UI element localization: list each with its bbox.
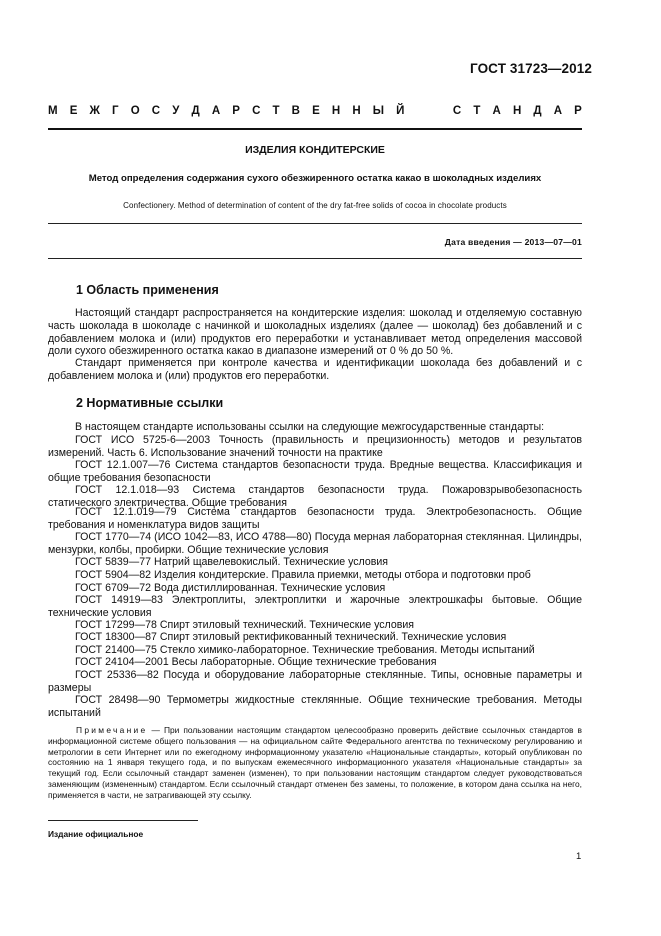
heading-letter: Т — [272, 105, 280, 117]
gost-number: ГОСТ 31723—2012 — [470, 61, 592, 76]
heading-letter: Г — [112, 105, 119, 117]
introduction-date: Дата введения — 2013—07—01 — [444, 237, 582, 247]
reference-item: ГОСТ ИСО 5725-6—2003 Точность (правильность и прецизионность) методов и результатов измерений. Часть 6. Использование значений точности на практике — [48, 434, 582, 459]
page-number: 1 — [576, 851, 582, 862]
note-text: — При пользовании настоящим стандартом целесообразно проверить действие ссылочных стандартов в информационной системе общего пользования — на официальном сайте Федерального агентства по техническому регулированию и метрологии в сети Интернет или по ежегодному информационному указателю «Национальные стандарты», который опубликован по состоянию на 1 января текущего года, и по выпускам ежемесячного информационного указателя «Национальные стандарты» за текущий год. Если ссылочный стандарт заменен (изменен), то при пользовании настоящим стандартом следует руководствоваться заменяющим (измененным) стандартом. Если ссылочный стандарт отменен без замены, то положение, в котором дана ссылка на него, применяется в части, не затрагивающей эту ссылку. — [48, 725, 582, 800]
reference-item: ГОСТ 5904—82 Изделия кондитерские. Правила приемки, методы отбора и подготовки проб — [75, 569, 531, 581]
heading-letter: С — [252, 105, 261, 117]
section-2-intro: В настоящем стандарте использованы ссылки на следующие межгосударственные стандарты: — [75, 421, 545, 433]
heading-letter: Т — [473, 105, 481, 117]
heading-letter: Ы — [372, 105, 385, 117]
reference-item: ГОСТ 18300—87 Спирт этиловый ректификованный технический. Технические условия — [75, 631, 507, 643]
heading-letter: С — [151, 105, 161, 117]
reference-item: ГОСТ 1770—74 (ИСО 1042—83, ИСО 4788—80) Посуда мерная лабораторная стеклянная. Цилиндры, мензурки, колбы, пробирки. Общие технические условия — [48, 531, 582, 556]
reference-item: ГОСТ 12.1.018—93 Система стандартов безопасности труда. Пожаровзрывобезопасность статического электричества. Общие требования — [48, 484, 582, 509]
reference-item: ГОСТ 24104—2001 Весы лабораторные. Общие технические требования — [75, 656, 437, 668]
document-title: ИЗДЕЛИЯ КОНДИТЕРСКИЕ — [245, 144, 385, 156]
section-2-heading: 2 Нормативные ссылки — [76, 396, 224, 410]
reference-item: ГОСТ 17299—78 Спирт этиловый технический. Технические условия — [75, 619, 415, 631]
heading-letter: Е — [69, 105, 78, 117]
date-divider — [48, 258, 582, 259]
reference-item: ГОСТ 28498—90 Термометры жидкостные стеклянные. Общие технические требования. Методы испытаний — [48, 694, 582, 719]
section-1-paragraph: Настоящий стандарт распространяется на кондитерские изделия: шоколад и отделяемую составную часть шоколада в шоколаде с начинкой и шоколадных изделиях (далее — шоколад) без добавлений и с добавлением молока и (или) продуктов его переработки и устанавливает метод определения массовой доли сухого обезжиренного остатка какао в диапазоне измерений от 0 % до 50 %. — [48, 307, 582, 358]
heading-letter: Д — [191, 105, 200, 117]
heading-letter: С — [452, 105, 462, 117]
reference-item: ГОСТ 12.1.019—79 Система стандартов безопасности труда. Электробезопасность. Общие требования и номенклатура видов защиты — [48, 506, 582, 531]
reference-item: ГОСТ 5839—77 Натрий щавелевокислый. Технические условия — [75, 556, 389, 568]
note-label: Примечание — [76, 725, 148, 735]
reference-item: ГОСТ 6709—72 Вода дистиллированная. Технические условия — [75, 582, 386, 594]
heading-letter: А — [553, 105, 563, 117]
section-1-heading: 1 Область применения — [76, 283, 219, 297]
reference-item: ГОСТ 14919—83 Электроплиты, электроплитки и жарочные электрошкафы бытовые. Общие технические условия — [48, 594, 582, 619]
heading-letter: Й — [396, 105, 405, 117]
reference-item: ГОСТ 21400—75 Стекло химико-лабораторное. Технические требования. Методы испытаний — [75, 644, 535, 656]
heading-letter: А — [492, 105, 501, 117]
reference-item: ГОСТ 25336—82 Посуда и оборудование лабораторные стеклянные. Типы, основные параметры и размеры — [48, 669, 582, 694]
heading-letter: Е — [312, 105, 320, 117]
heading-letter: У — [172, 105, 180, 117]
reference-item: ГОСТ 12.1.007—76 Система стандартов безопасности труда. Вредные вещества. Классификация и общие требования безопасности — [48, 459, 582, 484]
heading-letter: Н — [512, 105, 522, 117]
title-divider — [48, 223, 582, 224]
section-2-note — [48, 725, 582, 801]
heading-letter: М — [48, 105, 58, 117]
section-1-paragraph: Стандарт применяется при контроле качества и идентификации шоколада без добавлений и с добавлением молока и (или) продуктов его переработки. — [48, 357, 582, 382]
heading-letter: Р — [232, 105, 240, 117]
heading-letter: Д — [533, 105, 542, 117]
heading-letter: О — [130, 105, 140, 117]
heading-letter: Н — [331, 105, 341, 117]
footer-divider — [48, 820, 198, 821]
document-english-title: Confectionery. Method of determination of content of the dry fat-free solids of cocoa in chocolate products — [123, 201, 507, 210]
heading-letter: Ж — [89, 105, 100, 117]
official-edition-label: Издание официальное — [48, 829, 144, 839]
header-divider — [48, 128, 582, 130]
heading-letter: А — [211, 105, 221, 117]
interstate-standard-heading — [48, 105, 582, 117]
heading-letter: Р — [574, 105, 582, 117]
document-method-title: Метод определения содержания сухого обезжиренного остатка какао в шоколадных изделиях — [88, 173, 542, 184]
heading-letter: Н — [352, 105, 361, 117]
heading-letter: В — [291, 105, 300, 117]
